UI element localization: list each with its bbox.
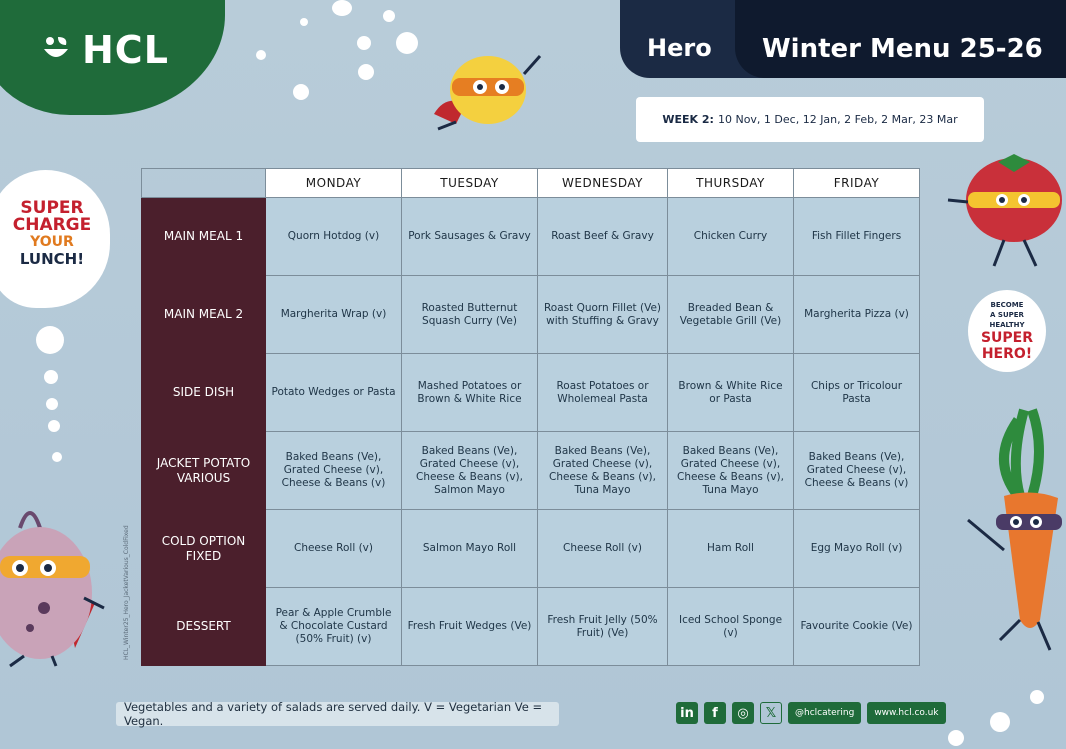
website-link[interactable]: www.hcl.co.uk (867, 702, 945, 724)
bubble (46, 398, 58, 410)
day-header: THURSDAY (668, 169, 794, 198)
week-dates: 10 Nov, 1 Dec, 12 Jan, 2 Feb, 2 Mar, 23 Mar (717, 113, 958, 126)
bubble (44, 370, 58, 384)
linkedin-icon[interactable]: in (676, 702, 698, 724)
menu-cell: Fish Fillet Fingers (794, 198, 920, 276)
table-row (142, 432, 920, 510)
social-handle-link[interactable]: @hclcatering (788, 702, 861, 724)
menu-cell: Roast Potatoes or Wholemeal Pasta (538, 354, 668, 432)
menu-cell: Iced School Sponge (v) (668, 588, 794, 666)
slogan-line: SUPER (980, 330, 1034, 346)
table-header-row (142, 169, 920, 198)
bubble (36, 326, 64, 354)
row-label: MAIN MEAL 1 (142, 198, 266, 276)
menu-cell: Pear & Apple Crumble & Chocolate Custard (50% Fruit) (v) (266, 588, 402, 666)
instagram-icon[interactable]: ◎ (732, 702, 754, 724)
bubble (948, 730, 964, 746)
bubble (256, 50, 266, 60)
page-title: Winter Menu 25-26 (762, 34, 1043, 64)
menu-cell: Chicken Curry (668, 198, 794, 276)
menu-cell: Baked Beans (Ve), Grated Cheese (v), Cheese & Beans (v) (794, 432, 920, 510)
menu-cell: Fresh Fruit Wedges (Ve) (402, 588, 538, 666)
bubble (48, 420, 60, 432)
x-twitter-icon[interactable]: 𝕏 (760, 702, 782, 724)
menu-cell: Brown & White Rice or Pasta (668, 354, 794, 432)
slogan-left (12, 200, 92, 268)
menu-table (141, 168, 920, 666)
bubble (383, 10, 395, 22)
document-code: HCL_Winter25_Hero_JacketVarious_ColdFixed (123, 525, 130, 660)
table-row (142, 354, 920, 432)
slogan-line: LUNCH! (19, 250, 85, 268)
day-header: WEDNESDAY (538, 169, 668, 198)
hcl-logo (38, 28, 169, 72)
slogan-line: BECOME (990, 301, 1024, 309)
menu-cell: Potato Wedges or Pasta (266, 354, 402, 432)
menu-cell: Roasted Butternut Squash Curry (Ve) (402, 276, 538, 354)
bubble (1030, 690, 1044, 704)
menu-cell: Favourite Cookie (Ve) (794, 588, 920, 666)
menu-cell: Baked Beans (Ve), Grated Cheese (v), Cheese & Beans (v), Tuna Mayo (538, 432, 668, 510)
menu-cell: Salmon Mayo Roll (402, 510, 538, 588)
row-label: JACKET POTATO VARIOUS (142, 432, 266, 510)
menu-cell: Margherita Pizza (v) (794, 276, 920, 354)
table-row (142, 510, 920, 588)
table-row (142, 276, 920, 354)
row-label: COLD OPTION FIXED (142, 510, 266, 588)
menu-cell: Mashed Potatoes or Brown & White Rice (402, 354, 538, 432)
menu-cell: Baked Beans (Ve), Grated Cheese (v), Cheese & Beans (v) (266, 432, 402, 510)
menu-cell: Baked Beans (Ve), Grated Cheese (v), Cheese & Beans (v), Tuna Mayo (668, 432, 794, 510)
menu-cell: Chips or Tricolour Pasta (794, 354, 920, 432)
row-label: DESSERT (142, 588, 266, 666)
sprout-icon (38, 35, 74, 65)
bubble (990, 712, 1010, 732)
bubble (332, 0, 352, 16)
table-corner (142, 169, 266, 198)
bubble (300, 18, 308, 26)
menu-cell: Cheese Roll (v) (538, 510, 668, 588)
logo-text: HCL (82, 28, 169, 72)
menu-cell: Roast Quorn Fillet (Ve) with Stuffing & Gravy (538, 276, 668, 354)
table-row (142, 198, 920, 276)
slogan-line: SUPER (20, 198, 84, 218)
bubble (396, 32, 418, 54)
menu-cell: Cheese Roll (v) (266, 510, 402, 588)
day-header: MONDAY (266, 169, 402, 198)
menu-cell: Fresh Fruit Jelly (50% Fruit) (Ve) (538, 588, 668, 666)
social-links (676, 702, 946, 726)
menu-cell: Baked Beans (Ve), Grated Cheese (v), Cheese & Beans (v), Salmon Mayo (402, 432, 538, 510)
menu-cell: Breaded Bean & Vegetable Grill (Ve) (668, 276, 794, 354)
slogan-line: A SUPER (990, 311, 1024, 319)
lemon-hero-icon (416, 34, 546, 134)
day-header: FRIDAY (794, 169, 920, 198)
header-hero-label: Hero (647, 34, 712, 62)
bubble (357, 36, 371, 50)
slogan-line: HEALTHY (989, 321, 1025, 329)
day-header: TUESDAY (402, 169, 538, 198)
week-dates-box (636, 97, 984, 142)
menu-cell: Quorn Hotdog (v) (266, 198, 402, 276)
onion-hero-icon (0, 498, 110, 668)
slogan-right (970, 300, 1044, 362)
tomato-hero-icon (944, 150, 1064, 270)
menu-cell: Ham Roll (668, 510, 794, 588)
menu-cell: Margherita Wrap (v) (266, 276, 402, 354)
bubble (52, 452, 62, 462)
bubble (293, 84, 309, 100)
facebook-icon[interactable]: f (704, 702, 726, 724)
slogan-line: YOUR (30, 234, 74, 250)
week-label: WEEK 2: (662, 113, 714, 126)
menu-cell: Roast Beef & Gravy (538, 198, 668, 276)
bubble (358, 64, 374, 80)
slogan-line: CHARGE (12, 215, 92, 235)
row-label: MAIN MEAL 2 (142, 276, 266, 354)
row-label: SIDE DISH (142, 354, 266, 432)
slogan-line: HERO! (981, 346, 1033, 362)
menu-cell: Pork Sausages & Gravy (402, 198, 538, 276)
menu-cell: Egg Mayo Roll (v) (794, 510, 920, 588)
table-row (142, 588, 920, 666)
carrot-hero-icon (960, 400, 1066, 660)
dietary-note: Vegetables and a variety of salads are served daily. V = Vegetarian Ve = Vegan. (116, 702, 559, 726)
